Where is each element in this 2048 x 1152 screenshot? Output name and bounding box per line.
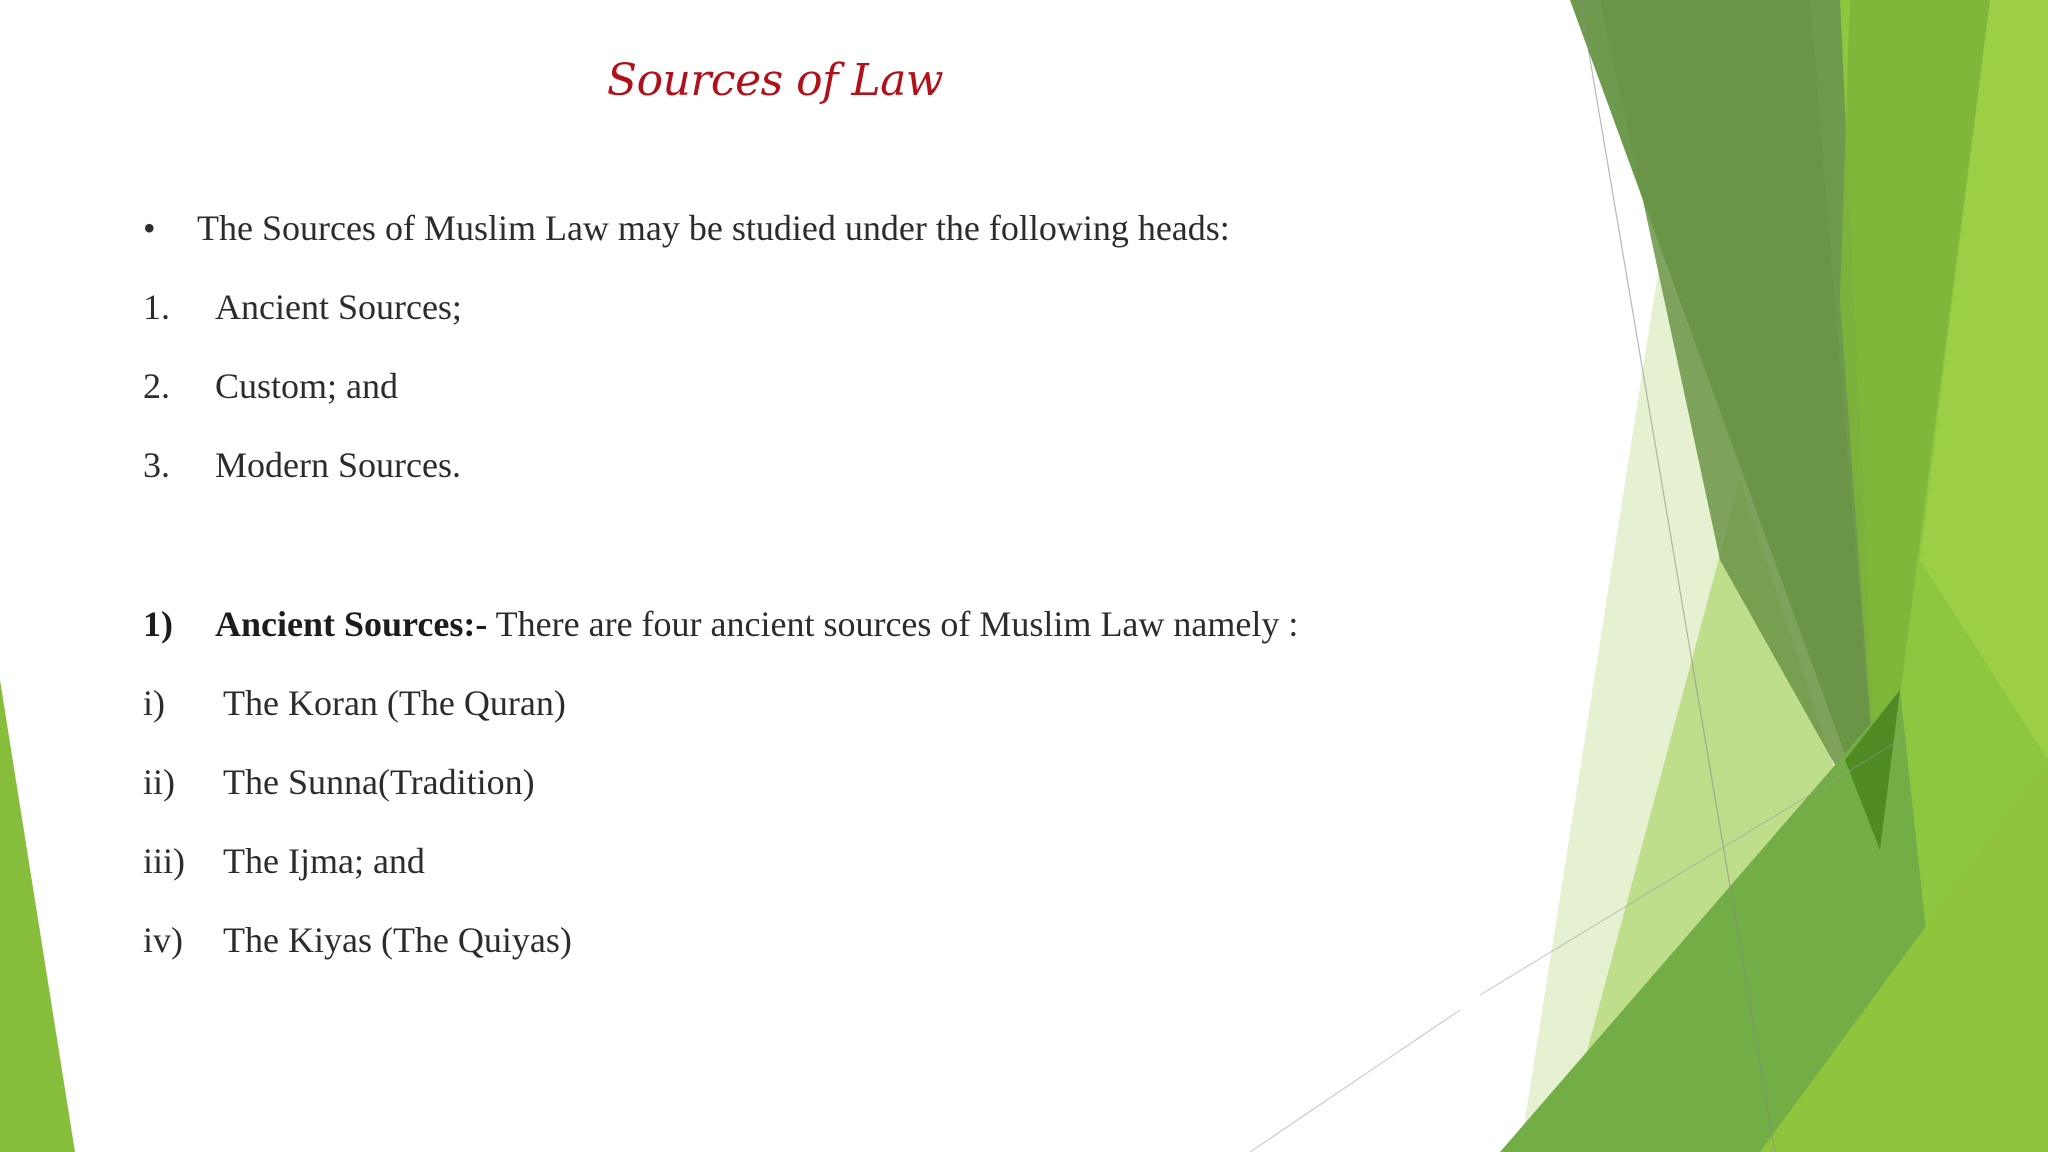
list-item-text: The Koran (The Quran): [223, 683, 566, 723]
section-heading: Ancient Sources:-: [215, 604, 488, 644]
list-item-text: Custom; and: [215, 366, 399, 406]
bullet-marker: •: [143, 208, 156, 248]
list-number: iii): [143, 841, 185, 881]
thin-line-2: [1250, 1010, 1460, 1152]
list-item-text: Modern Sources.: [215, 445, 461, 485]
list-number: i): [143, 683, 165, 723]
list-number: 2.: [143, 366, 170, 406]
intro-text: The Sources of Muslim Law may be studied under the following heads:: [197, 208, 1230, 248]
section-text: [215, 603, 1298, 645]
list-number: 3.: [143, 445, 170, 485]
left-green-triangle: [0, 680, 75, 1152]
slide-title: Sources of Law: [606, 55, 944, 106]
list-number: iv): [143, 920, 183, 960]
list-item-text: Ancient Sources;: [215, 287, 462, 327]
section-number: 1): [143, 604, 173, 644]
list-item-text: The Ijma; and: [223, 841, 425, 881]
list-item-text: The Sunna(Tradition): [223, 762, 535, 802]
list-item-text: The Kiyas (The Quiyas): [223, 920, 572, 960]
list-number: ii): [143, 762, 175, 802]
list-number: 1.: [143, 287, 170, 327]
section-description: There are four ancient sources of Muslim Law namely :: [487, 604, 1299, 644]
